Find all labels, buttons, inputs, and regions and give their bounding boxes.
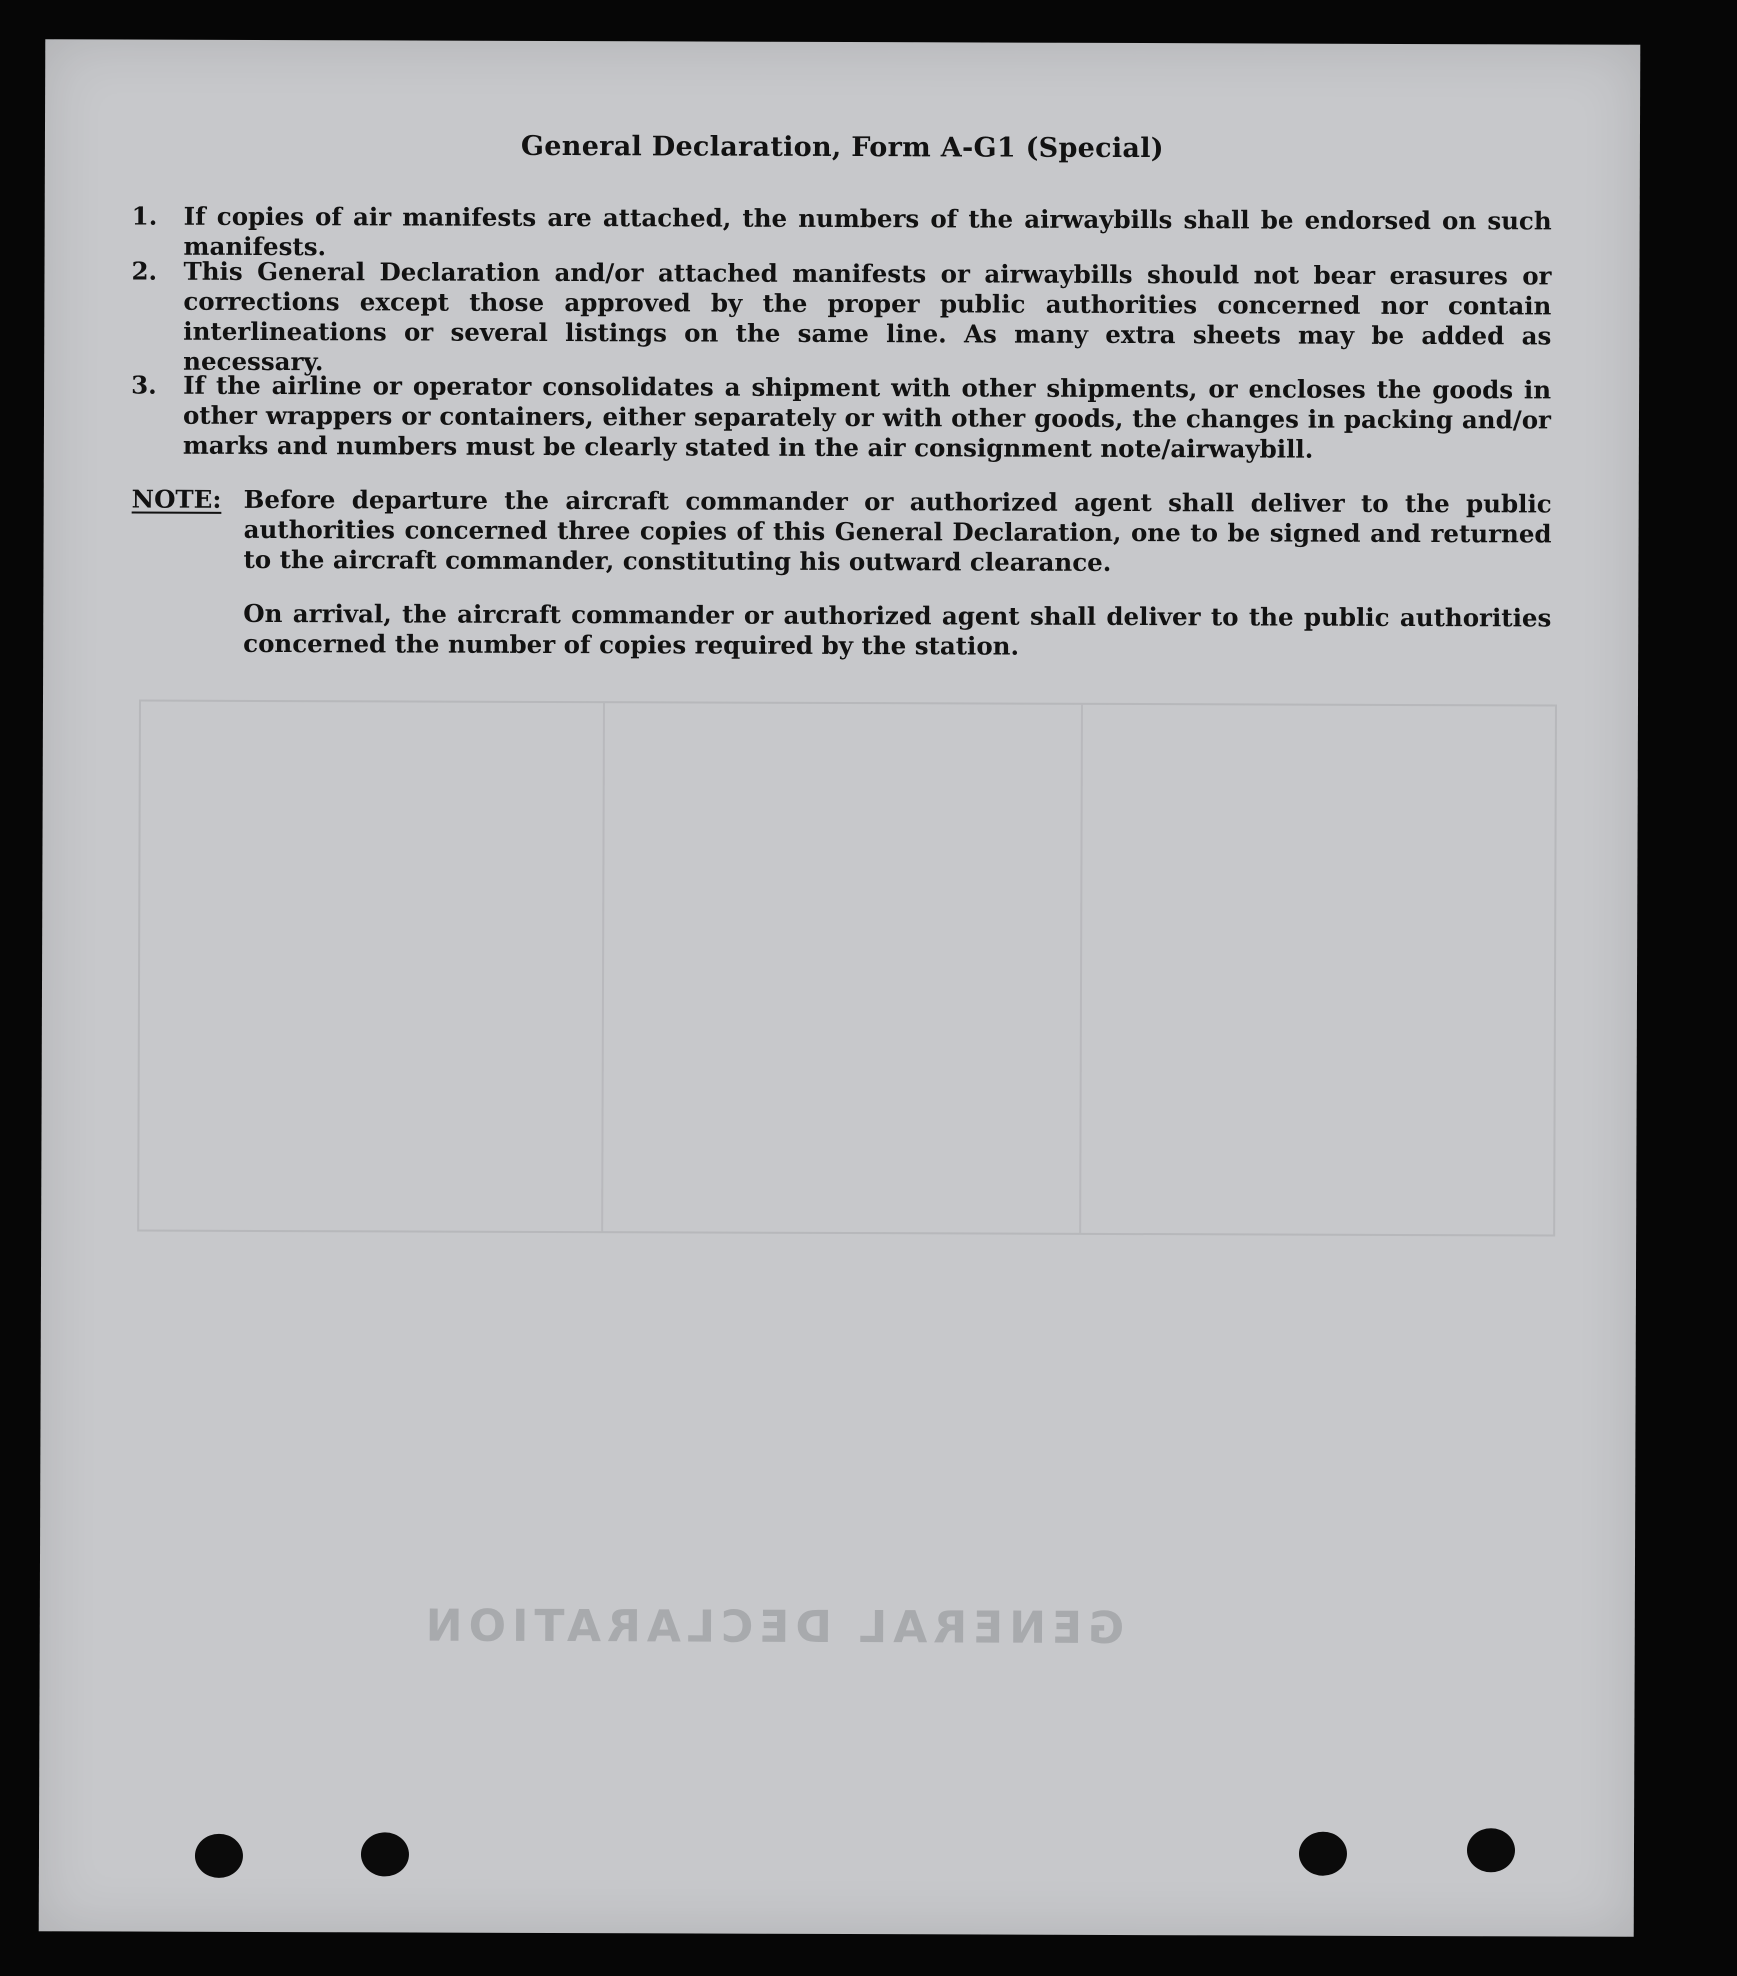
item-text: This General Declaration and/or attached manifests or airwaybills should not bear erasures or corrections except those approved by the proper public authorities concerned nor contain interlineations or several listings on the same line. As many extra sheets may be added as necessary. <box>183 256 1552 377</box>
item-number: 2. <box>131 256 158 286</box>
note-paragraph: On arrival, the aircraft commander or authorized agent shall deliver to the public authorities concerned the number of copies required by the station. <box>243 598 1552 661</box>
instruction-item-3 <box>131 371 1551 466</box>
bleed-through-heading: GENERAL DECLARATION <box>419 1600 1125 1654</box>
note-block <box>131 485 1552 664</box>
item-text: If the airline or operator consolidates a shipment with other shipments, or encloses the goods in other wrappers or containers, either separately or with other goods, the changes in packing and/or marks and numbers must be clearly stated in the air consignment note/airwaybill. <box>182 370 1552 464</box>
item-number: 1. <box>131 201 158 231</box>
punch-hole <box>195 1834 243 1878</box>
note-label: NOTE: <box>131 484 222 514</box>
item-number: 3. <box>131 370 157 400</box>
punch-hole <box>361 1832 409 1876</box>
note-paragraph: Before departure the aircraft commander or authorized agent shall deliver to the public authorities concerned three copies of this General Declaration, one to be signed and returned to the aircraft commander, constituting his outward clearance. <box>243 484 1552 577</box>
item-text: If copies of air manifests are attached, the numbers of the airwaybills shall be endorsed on such manifests. <box>183 201 1552 262</box>
instruction-item-2 <box>131 257 1551 382</box>
punch-hole <box>1299 1832 1347 1876</box>
page-title: General Declaration, Form A-G1 (Special) <box>520 130 1164 165</box>
punch-hole <box>1467 1828 1515 1872</box>
document-page <box>39 39 1641 1937</box>
